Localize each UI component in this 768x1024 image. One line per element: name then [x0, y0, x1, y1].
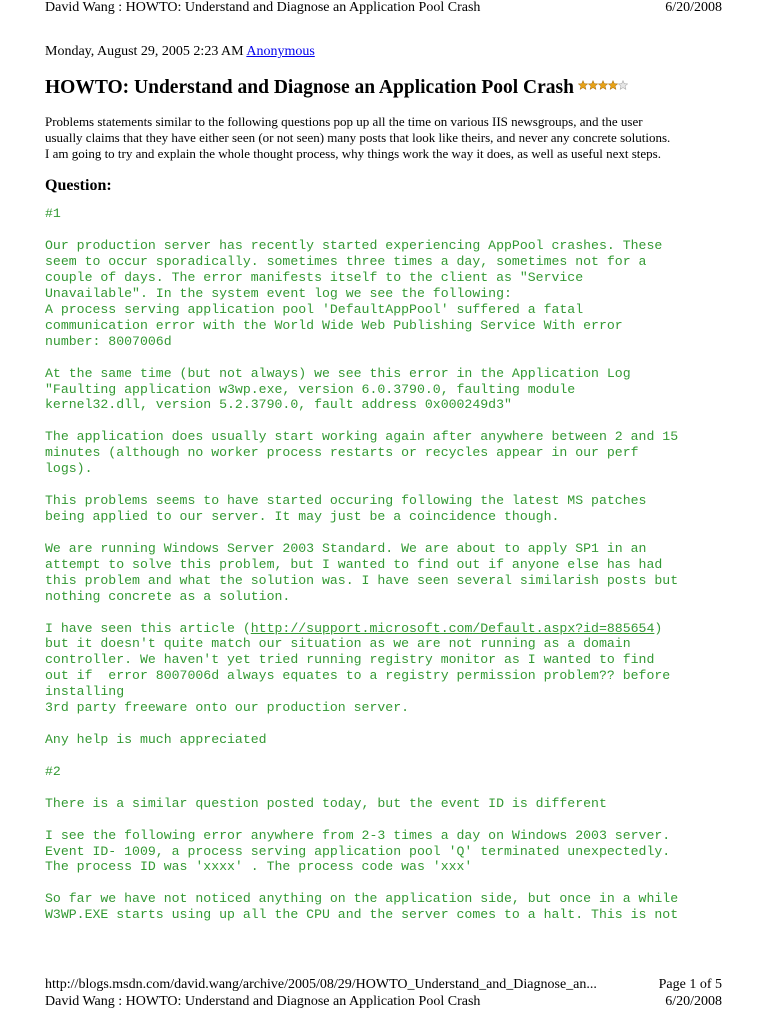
footer-title: David Wang : HOWTO: Understand and Diagnose an Application Pool Crash [45, 994, 481, 1009]
footer-url: http://blogs.msdn.com/david.wang/archive/2005/08/29/HOWTO_Understand_and_Diagnose_an... [45, 977, 597, 992]
byline [45, 44, 725, 60]
intro-line: usually claims that they have either seen (or not seen) many posts that look like theirs, and never any concrete solutions. [45, 129, 671, 145]
intro-line: Problems statements similar to the following questions pop up all the time on various IIS newsgroups, and the user [45, 114, 643, 129]
byline-date: Monday, August 29, 2005 2:23 AM [45, 44, 244, 59]
footer-date: 6/20/2008 [665, 994, 722, 1009]
author-link[interactable]: Anonymous [246, 44, 315, 59]
header-title: David Wang : HOWTO: Understand and Diagnose an Application Pool Crash [45, 0, 481, 15]
intro-paragraph [45, 114, 725, 161]
q1-paragraph-4: This problems seems to have started occuring following the latest MS patches being applied to our server. It may just be a coincidence though. [45, 493, 647, 524]
q1-paragraph-2: At the same time (but not always) we see this error in the Application Log "Faulting application w3wp.exe, version 6.0.3790.0, faulting module kernel32.dll, version 5.2.3790.0, fault address 0x000249d3" [45, 365, 631, 413]
rating-stars-icon [578, 80, 628, 91]
q1-label: #1 [45, 206, 61, 222]
q1-paragraph-5: We are running Windows Server 2003 Standard. We are about to apply SP1 in an attempt to solve this problem, but I wanted to find out if anyone else has had this problem and what the solution was. I have seen several similarish posts but nothing concrete as a solution. [45, 540, 679, 604]
q2-paragraph-3: So far we have not noticed anything on the application side, but once in a while W3WP.EXE starts using up all the CPU and the server comes to a halt. This is not [45, 891, 679, 923]
q2-paragraph-1: There is a similar question posted today, but the event ID is different [45, 795, 607, 811]
kb-article-link[interactable]: http://support.microsoft.com/Default.aspx?id=885654 [250, 620, 655, 636]
header-date: 6/20/2008 [665, 0, 722, 15]
q1-paragraph-1: Our production server has recently started experiencing AppPool crashes. These seem to occur sporadically. sometimes three times a day, sometimes not for a couple of days. The error manifests itself to the client as "Service Unavailable". In the system event log we see the following: A process serving application pool 'DefaultAppPool' suffered a fatal communication error with the World Wide Web Publishing Service With error number: 8007006d [45, 238, 663, 349]
post-content [45, 44, 725, 923]
post-title-text: HOWTO: Understand and Diagnose an Application Pool Crash [45, 77, 574, 98]
page-footer-title-row [45, 994, 722, 1010]
intro-line: I am going to try and explain the whole thought process, why things work the way it does, as well as useful next steps. [45, 145, 661, 161]
post-title [45, 76, 725, 100]
q1-paragraph-6: I have seen this article (http://support.microsoft.com/Default.aspx?id=885654) but it doesn't quite match our situation as we are not running as a domain controller. We haven't yet tried running registry monitor as I wanted to find out if error 8007006d always equates to a registry permission problem?? before installing 3rd party freeware onto our production server. [45, 620, 671, 716]
q2-label: #2 [45, 763, 61, 779]
page-footer-url-row [45, 977, 722, 993]
q1-paragraph-7: Any help is much appreciated [45, 731, 267, 747]
q1-paragraph-3: The application does usually start working again after anywhere between 2 and 15 minutes (although no worker process restarts or recycles appear in our perf logs). [45, 429, 679, 477]
page-header [45, 0, 722, 16]
question-heading: Question: [45, 177, 112, 195]
q2-paragraph-2: I see the following error anywhere from 2-3 times a day on Windows 2003 server. Event ID- 1009, a process serving application pool 'Q' terminated unexpectedly. The process ID was 'xxxx' . The process code was 'xxx' [45, 827, 671, 875]
footer-page-number: Page 1 of 5 [658, 977, 722, 992]
